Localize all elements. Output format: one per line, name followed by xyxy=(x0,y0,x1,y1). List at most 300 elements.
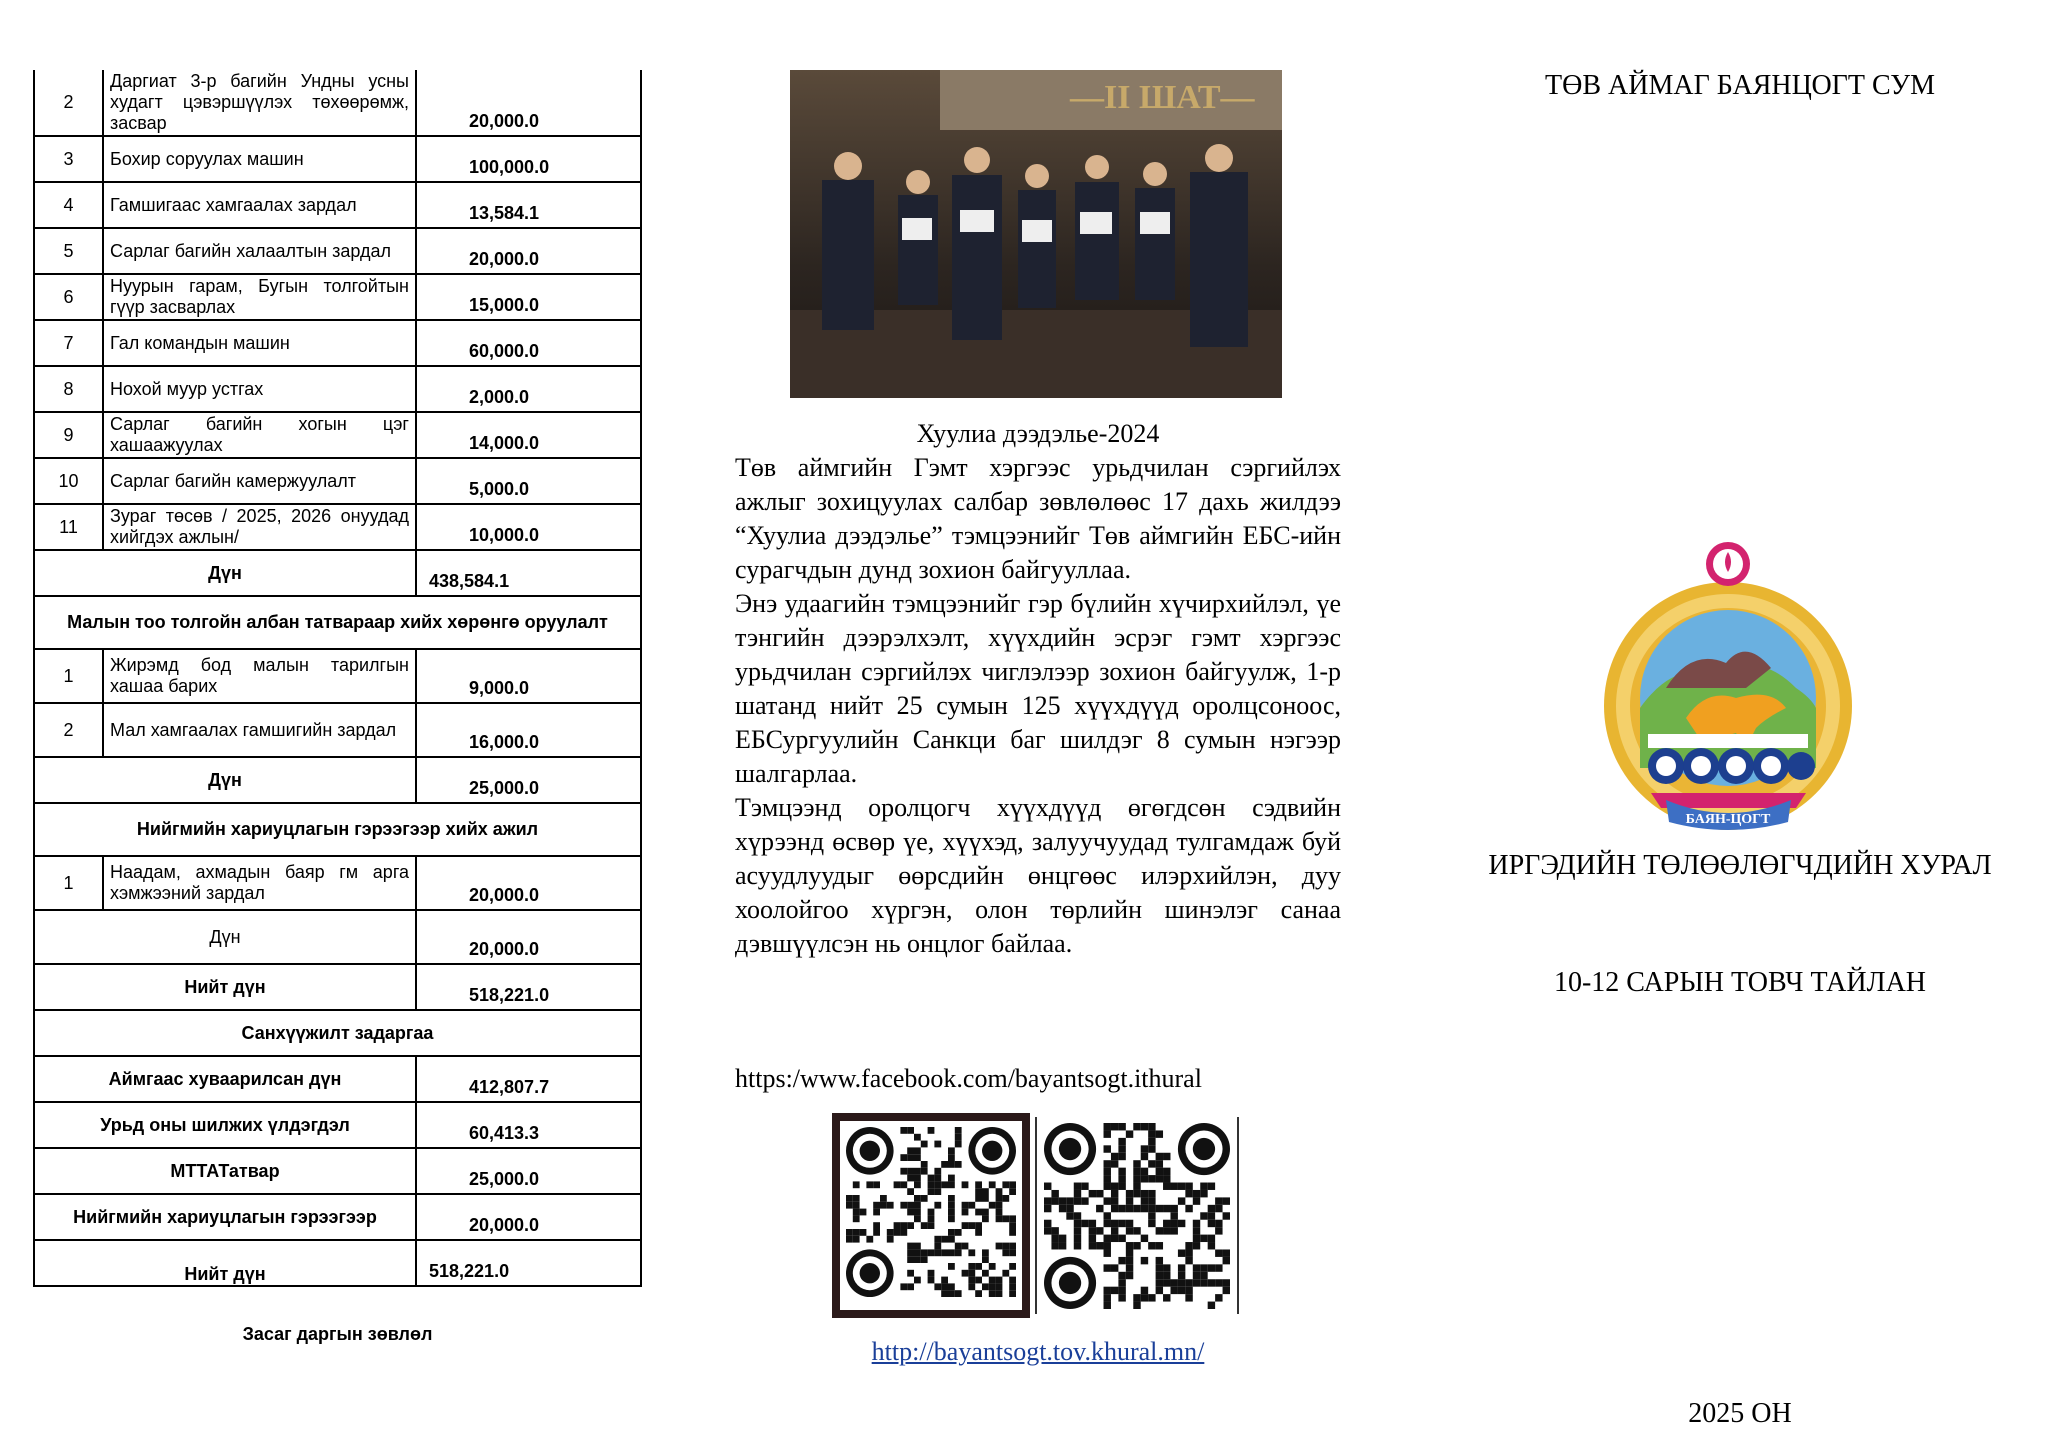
qr-module xyxy=(1215,1279,1222,1286)
facebook-link[interactable]: https:/www.facebook.com/bayantsogt.ithural xyxy=(735,1064,1202,1093)
qr-module xyxy=(1215,1205,1222,1212)
qr-module xyxy=(1111,1123,1118,1130)
qr-module xyxy=(914,1175,921,1182)
qr-module xyxy=(1059,1197,1066,1204)
qr-module xyxy=(928,1209,935,1216)
qr-module xyxy=(1133,1294,1140,1301)
qr-module xyxy=(996,1243,1003,1250)
qr-module xyxy=(907,1249,914,1256)
qr-module xyxy=(928,1127,935,1134)
qr-module xyxy=(1178,1264,1185,1271)
row-amount: 14,000.0 xyxy=(416,412,641,458)
qr-module xyxy=(1193,1197,1200,1204)
qr-module xyxy=(1148,1220,1155,1227)
qr-module xyxy=(1104,1220,1111,1227)
article-paragraph: Энэ удаагийн тэмцээнийг гэр бүлийн хүчирхийлэл, үе тэнгийн дээрэлхэлт, хүүхдийн эсрэг гэмт хэргээс урьдчилан сэргийлэх чиглэлээр зохион байгуулж, 1-р шатанд нийт 25 сумын 125 хүүхдүүд оролцсоноос, ЕБСургуулийн Санкци баг шилдэг 8 сумын нэгээр шалгарлаа. xyxy=(735,589,1341,788)
qr-module xyxy=(1009,1249,1016,1256)
qr-module xyxy=(1104,1183,1111,1190)
qr-module xyxy=(1156,1272,1163,1279)
qr-module xyxy=(1208,1279,1215,1286)
qr-module xyxy=(928,1249,935,1256)
qr-module xyxy=(1111,1197,1118,1204)
qr-module xyxy=(1009,1215,1016,1222)
qr-module xyxy=(846,1229,853,1236)
qr-module xyxy=(1074,1197,1081,1204)
qr-module xyxy=(873,1222,880,1229)
qr-module xyxy=(962,1181,969,1188)
qr-module xyxy=(1208,1264,1215,1271)
budget-table xyxy=(33,70,642,1287)
qr-module xyxy=(1081,1197,1088,1204)
qr-module xyxy=(1118,1279,1125,1286)
qr-module xyxy=(1148,1175,1155,1182)
subtotal-amount: 438,584.1 xyxy=(416,550,641,596)
qr-module xyxy=(921,1195,928,1202)
qr-module xyxy=(914,1147,921,1154)
funding-source-label: МТТАТатвар xyxy=(34,1148,416,1194)
qr-module xyxy=(887,1202,894,1209)
table-row xyxy=(34,649,641,703)
qr-module xyxy=(900,1202,907,1209)
qr-module xyxy=(1111,1190,1118,1197)
qr-module xyxy=(1200,1235,1207,1242)
subtotal-label: Дүн xyxy=(34,550,416,596)
qr-module xyxy=(1193,1227,1200,1234)
qr-module xyxy=(1185,1287,1192,1294)
qr-module xyxy=(941,1161,948,1168)
table-row xyxy=(34,70,641,136)
qr-module xyxy=(921,1168,928,1175)
qr-module xyxy=(941,1249,948,1256)
qr-module xyxy=(934,1249,941,1256)
qr-module xyxy=(989,1290,996,1297)
qr-module xyxy=(1170,1227,1177,1234)
qr-module xyxy=(1148,1190,1155,1197)
qr-module xyxy=(921,1222,928,1229)
qr-module xyxy=(955,1127,962,1134)
row-description: Даргиат 3-р багийн Ундны усны худагт цэвэршүүлэх төхөөрөмж, засвар xyxy=(103,70,416,136)
article-paragraph: Тэмцээнд оролцогч хүүхдүүд өгөгдсөн сэдвийн хүрээнд өсвөр үе, хүүхэд, залуучуудад тулгамдаж буй асуудлуудыг өөрсдийн өнцгөөс илэрхийлэн, дуу хоолойгоо хүргэн, олон төрлийн шинэлэг санаа дэвшүүлсэн нь онцлог байлаа. xyxy=(735,793,1341,958)
row-number: 2 xyxy=(34,703,103,757)
qr-module xyxy=(975,1181,982,1188)
qr-module xyxy=(1074,1235,1081,1242)
qr-module xyxy=(975,1188,982,1195)
row-number: 11 xyxy=(34,504,103,550)
qr-module xyxy=(1118,1220,1125,1227)
qr-module xyxy=(900,1127,907,1134)
table-row xyxy=(34,182,641,228)
qr-module xyxy=(941,1283,948,1290)
qr-module xyxy=(1104,1160,1111,1167)
qr-module xyxy=(962,1270,969,1277)
qr-module xyxy=(866,1181,873,1188)
qr-module xyxy=(846,1202,853,1209)
qr-module xyxy=(955,1290,962,1297)
qr-module xyxy=(996,1277,1003,1284)
qr-module xyxy=(968,1263,975,1270)
qr-module xyxy=(996,1202,1003,1209)
table-row xyxy=(34,1010,641,1056)
qr-module xyxy=(1223,1257,1230,1264)
qr-finder xyxy=(1059,1138,1081,1160)
table-row xyxy=(34,703,641,757)
report-title: 10-12 САРЫН ТОВЧ ТАЙЛАН xyxy=(1553,967,1927,998)
row-amount: 10,000.0 xyxy=(416,504,641,550)
qr-module xyxy=(1074,1190,1081,1197)
district-title: ТӨВ АЙМАГ БАЯНЦОГТ СУМ xyxy=(1545,70,1935,101)
funding-source-label: Нийгмийн хариуцлагын гэрээгээр xyxy=(34,1194,416,1240)
qr-module xyxy=(968,1222,975,1229)
row-number: 5 xyxy=(34,228,103,274)
qr-module xyxy=(1002,1195,1009,1202)
qr-module xyxy=(1111,1220,1118,1227)
qr-module xyxy=(853,1209,860,1216)
qr-module xyxy=(1141,1287,1148,1294)
qr-module xyxy=(982,1256,989,1263)
qr-module xyxy=(1185,1242,1192,1249)
qr-module xyxy=(1118,1183,1125,1190)
qr-module xyxy=(941,1181,948,1188)
table-row xyxy=(34,1194,641,1240)
qr-module xyxy=(1111,1153,1118,1160)
photo-graphic xyxy=(790,70,1282,398)
qr-module xyxy=(1118,1257,1125,1264)
qr-module xyxy=(1118,1153,1125,1160)
qr-module xyxy=(900,1168,907,1175)
event-photo xyxy=(790,70,1282,398)
qr-module xyxy=(1156,1287,1163,1294)
qr-module xyxy=(866,1236,873,1243)
qr-module xyxy=(955,1249,962,1256)
qr-module xyxy=(1148,1145,1155,1152)
qr-module xyxy=(1200,1279,1207,1286)
qr-module xyxy=(975,1229,982,1236)
qr-module xyxy=(1126,1190,1133,1197)
qr-module xyxy=(907,1202,914,1209)
qr-module xyxy=(955,1141,962,1148)
qr-module xyxy=(1111,1227,1118,1234)
qr-module xyxy=(996,1290,1003,1297)
qr-finder xyxy=(1059,1272,1081,1294)
qr-module xyxy=(975,1263,982,1270)
qr-module xyxy=(1118,1294,1125,1301)
qr-module xyxy=(1089,1227,1096,1234)
qr-module xyxy=(900,1154,907,1161)
row-amount: 5,000.0 xyxy=(416,458,641,504)
qr-module xyxy=(1156,1279,1163,1286)
qr-module xyxy=(1141,1294,1148,1301)
qr-module xyxy=(1133,1242,1140,1249)
qr-module xyxy=(1074,1227,1081,1234)
qr-module xyxy=(948,1215,955,1222)
qr-module xyxy=(1156,1160,1163,1167)
qr-module xyxy=(900,1229,907,1236)
funding-source-amount: 60,413.3 xyxy=(416,1102,641,1148)
qr-module xyxy=(1096,1242,1103,1249)
qr-module xyxy=(955,1134,962,1141)
qr-module xyxy=(1208,1205,1215,1212)
qr-module xyxy=(1148,1123,1155,1130)
qr-module xyxy=(968,1277,975,1284)
qr-module xyxy=(948,1154,955,1161)
qr-module xyxy=(1009,1243,1016,1250)
qr-module xyxy=(907,1127,914,1134)
article-body xyxy=(735,451,1341,961)
qr-module xyxy=(934,1175,941,1182)
qr-code-website[interactable] xyxy=(1032,1113,1242,1318)
qr-module xyxy=(1074,1183,1081,1190)
qr-module xyxy=(996,1215,1003,1222)
qr-module xyxy=(1208,1302,1215,1309)
qr-module xyxy=(934,1141,941,1148)
row-description: Зураг төсөв / 2025, 2026 онуудад хийгдэх ажлын/ xyxy=(103,504,416,550)
grand-total-amount: 518,221.0 xyxy=(416,964,641,1010)
qr-module xyxy=(1096,1205,1103,1212)
qr-module xyxy=(1163,1168,1170,1175)
qr-module xyxy=(1118,1287,1125,1294)
qr-module xyxy=(1126,1227,1133,1234)
qr-finder xyxy=(860,1141,880,1161)
qr-module xyxy=(948,1147,955,1154)
qr-module xyxy=(1156,1264,1163,1271)
table-row xyxy=(34,274,641,320)
funding-source-amount: 412,807.7 xyxy=(416,1056,641,1102)
qr-module xyxy=(914,1243,921,1250)
advice-footer: Засаг даргын зөвлөл xyxy=(242,1324,433,1344)
qr-module xyxy=(1104,1197,1111,1204)
qr-module xyxy=(1156,1153,1163,1160)
qr-module xyxy=(880,1202,887,1209)
qr-module xyxy=(989,1277,996,1284)
row-description: Нохой муур устгах xyxy=(103,366,416,412)
website-link[interactable]: http://bayantsogt.tov.khural.mn/ xyxy=(871,1337,1205,1366)
qr-module xyxy=(1104,1264,1111,1271)
qr-module xyxy=(1170,1287,1177,1294)
qr-module xyxy=(1156,1257,1163,1264)
photo-caption: Хуулиа дээдэлье-2024 xyxy=(916,419,1160,448)
qr-module xyxy=(1104,1130,1111,1137)
row-amount: 9,000.0 xyxy=(416,649,641,703)
qr-module xyxy=(1185,1205,1192,1212)
qr-module xyxy=(1163,1220,1170,1227)
qr-module xyxy=(1148,1197,1155,1204)
qr-module xyxy=(1059,1205,1066,1212)
qr-module xyxy=(1111,1287,1118,1294)
qr-module xyxy=(934,1181,941,1188)
qr-module xyxy=(996,1188,1003,1195)
qr-module xyxy=(1141,1175,1148,1182)
qr-module xyxy=(1066,1205,1073,1212)
qr-module xyxy=(1051,1235,1058,1242)
qr-module xyxy=(1200,1190,1207,1197)
qr-module xyxy=(860,1209,867,1216)
qr-module xyxy=(1193,1220,1200,1227)
qr-module xyxy=(982,1270,989,1277)
row-amount: 13,584.1 xyxy=(416,182,641,228)
qr-module xyxy=(996,1283,1003,1290)
qr-module xyxy=(996,1195,1003,1202)
qr-code-facebook[interactable] xyxy=(832,1113,1030,1318)
qr-module xyxy=(968,1270,975,1277)
qr-module xyxy=(1002,1249,1009,1256)
qr-module xyxy=(1156,1227,1163,1234)
table-row xyxy=(34,1148,641,1194)
qr-module xyxy=(873,1202,880,1209)
row-description: Наадам, ахмадын баяр гм арга хэмжээний зардал xyxy=(103,856,416,910)
qr-module xyxy=(962,1209,969,1216)
qr-module xyxy=(941,1277,948,1284)
qr-module xyxy=(1133,1123,1140,1130)
qr-module xyxy=(928,1277,935,1284)
qr-module xyxy=(1215,1249,1222,1256)
qr-module xyxy=(907,1188,914,1195)
qr-module xyxy=(887,1236,894,1243)
qr-module xyxy=(1118,1138,1125,1145)
table-row xyxy=(34,757,641,803)
qr-module xyxy=(1163,1205,1170,1212)
qr-module xyxy=(1126,1242,1133,1249)
qr-module xyxy=(1156,1175,1163,1182)
qr-module xyxy=(1193,1235,1200,1242)
qr-module xyxy=(1148,1242,1155,1249)
qr-module xyxy=(921,1249,928,1256)
qr-module xyxy=(1081,1183,1088,1190)
qr-module xyxy=(1185,1183,1192,1190)
row-description: Бохир соруулах машин xyxy=(103,136,416,182)
qr-module xyxy=(928,1181,935,1188)
qr-module xyxy=(962,1222,969,1229)
qr-module xyxy=(941,1290,948,1297)
qr-module xyxy=(1163,1264,1170,1271)
qr-module xyxy=(948,1249,955,1256)
qr-module xyxy=(907,1222,914,1229)
qr-module xyxy=(1133,1302,1140,1309)
row-amount: 100,000.0 xyxy=(416,136,641,182)
section-heading: Нийгмийн хариуцлагын гэрээгээр хийх ажил xyxy=(34,803,641,856)
qr-module xyxy=(968,1283,975,1290)
qr-module xyxy=(853,1229,860,1236)
qr-module xyxy=(1223,1287,1230,1294)
qr-module xyxy=(1126,1272,1133,1279)
qr-module xyxy=(1200,1212,1207,1219)
qr-module xyxy=(1163,1227,1170,1234)
qr-module xyxy=(1223,1249,1230,1256)
qr-module xyxy=(955,1161,962,1168)
qr-module xyxy=(1059,1242,1066,1249)
qr-finder xyxy=(982,1141,1002,1161)
qr-module xyxy=(1148,1138,1155,1145)
qr-module xyxy=(1059,1235,1066,1242)
qr-module xyxy=(914,1168,921,1175)
funding-source-amount: 20,000.0 xyxy=(416,1194,641,1240)
qr-module xyxy=(1200,1183,1207,1190)
qr-module xyxy=(1118,1175,1125,1182)
qr-module xyxy=(1200,1272,1207,1279)
qr-module xyxy=(1208,1242,1215,1249)
row-amount: 2,000.0 xyxy=(416,366,641,412)
qr-module xyxy=(948,1263,955,1270)
qr-module xyxy=(1009,1283,1016,1290)
qr-module xyxy=(1002,1243,1009,1250)
qr-module xyxy=(1141,1205,1148,1212)
qr-module xyxy=(1126,1197,1133,1204)
qr-module xyxy=(914,1249,921,1256)
qr-module xyxy=(1215,1264,1222,1271)
qr-module xyxy=(1178,1183,1185,1190)
qr-module xyxy=(1111,1160,1118,1167)
qr-module xyxy=(1104,1123,1111,1130)
qr-module xyxy=(907,1256,914,1263)
section-heading: Санхүүжилт задаргаа xyxy=(34,1010,641,1056)
row-description: Сарлаг багийн хогын цэг хашаажуулах xyxy=(103,412,416,458)
qr-module xyxy=(1044,1197,1051,1204)
qr-module xyxy=(1185,1279,1192,1286)
qr-module xyxy=(1185,1190,1192,1197)
qr-module xyxy=(1104,1145,1111,1152)
row-number: 3 xyxy=(34,136,103,182)
qr-module xyxy=(907,1147,914,1154)
qr-module xyxy=(853,1215,860,1222)
subtotal-label: Дүн xyxy=(34,910,416,964)
qr-module xyxy=(1178,1279,1185,1286)
table-row xyxy=(34,458,641,504)
qr-module xyxy=(1044,1183,1051,1190)
qr-module xyxy=(1104,1168,1111,1175)
qr-module xyxy=(1163,1153,1170,1160)
qr-module xyxy=(1170,1183,1177,1190)
qr-module xyxy=(1156,1130,1163,1137)
qr-module xyxy=(1118,1205,1125,1212)
qr-module xyxy=(914,1277,921,1284)
qr-module xyxy=(846,1236,853,1243)
qr-module xyxy=(907,1243,914,1250)
qr-module xyxy=(1104,1175,1111,1182)
emblem-logo xyxy=(1596,538,1861,840)
funding-total-label: Нийт дүн xyxy=(34,1240,416,1286)
qr-module xyxy=(1074,1242,1081,1249)
qr-module xyxy=(1163,1272,1170,1279)
qr-module xyxy=(1193,1279,1200,1286)
qr-module xyxy=(1104,1212,1111,1219)
qr-module xyxy=(880,1195,887,1202)
qr-module xyxy=(1126,1257,1133,1264)
qr-module xyxy=(1185,1294,1192,1301)
qr-module xyxy=(914,1209,921,1216)
row-amount: 20,000.0 xyxy=(416,856,641,910)
qr-module xyxy=(1170,1220,1177,1227)
qr-module xyxy=(1009,1290,1016,1297)
table-row xyxy=(34,550,641,596)
qr-module xyxy=(853,1202,860,1209)
qr-module xyxy=(1044,1227,1051,1234)
qr-module xyxy=(982,1195,989,1202)
qr-module xyxy=(1193,1272,1200,1279)
emblem-text: БАЯН-ЦОГТ xyxy=(1685,812,1771,827)
qr-module xyxy=(1148,1205,1155,1212)
qr-module xyxy=(941,1236,948,1243)
qr-module xyxy=(1156,1242,1163,1249)
qr-module xyxy=(873,1181,880,1188)
row-number: 1 xyxy=(34,649,103,703)
qr-module xyxy=(1118,1235,1125,1242)
qr-module xyxy=(1133,1175,1140,1182)
qr-module xyxy=(1148,1294,1155,1301)
qr-module xyxy=(1215,1197,1222,1204)
funding-source-label: Урьд оны шилжих үлдэгдэл xyxy=(34,1102,416,1148)
qr-module xyxy=(1074,1212,1081,1219)
qr-module xyxy=(1193,1242,1200,1249)
qr-module xyxy=(1126,1130,1133,1137)
